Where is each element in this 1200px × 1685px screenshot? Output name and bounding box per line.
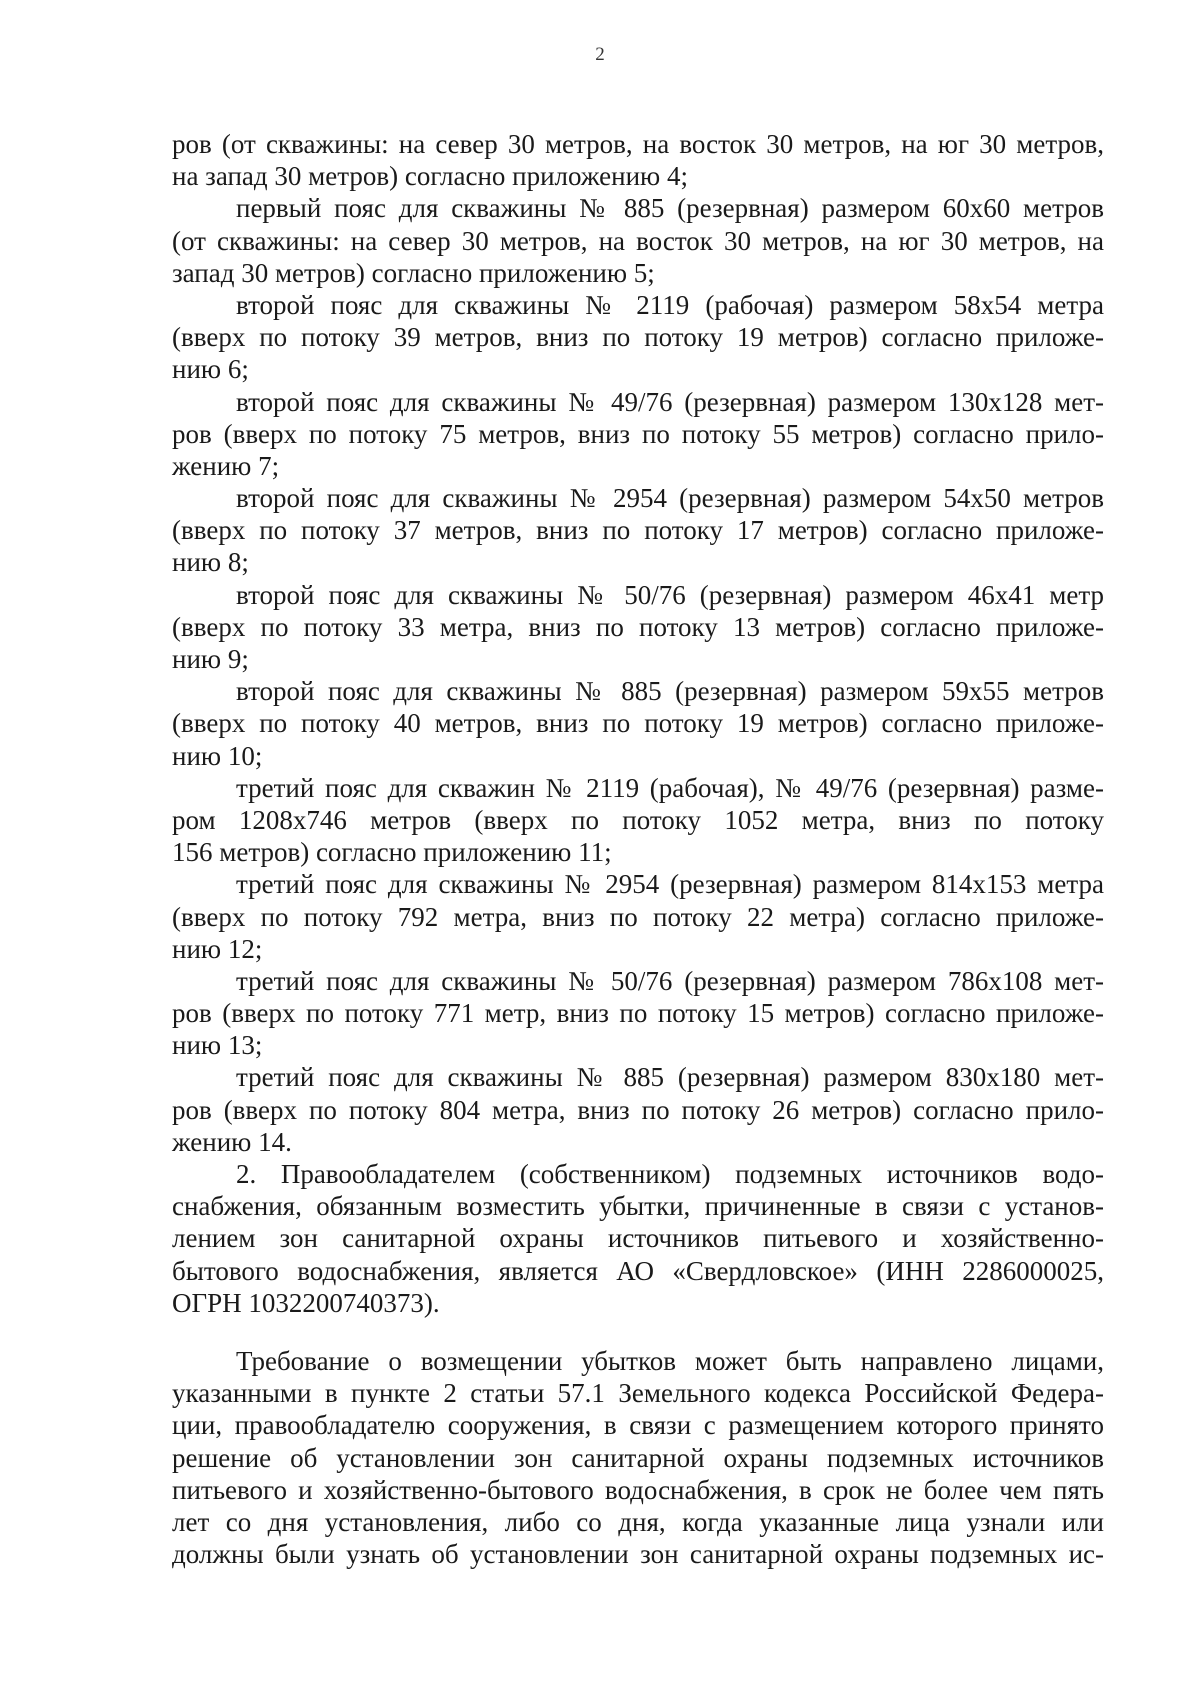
- text-line: третий пояс для скважины № 2954 (резервная) размером 814х153 метра: [236, 869, 1104, 900]
- text-line: третий пояс для скважин № 2119 (рабочая), № 49/76 (резервная) разме-: [236, 772, 1104, 803]
- text-line: 2. Правообладателем (собственником) подземных источников водо-: [236, 1159, 1104, 1189]
- text-line: должны были узнать об установлении зон санитарной охраны подземных ис-: [172, 1539, 1104, 1570]
- text-line: (вверх по потоку 37 метров, вниз по потоку 17 метров) согласно приложе-: [172, 515, 1104, 546]
- text-line: (вверх по потоку 39 метров, вниз по потоку 19 метров) согласно приложе-: [172, 322, 1104, 353]
- text-line: нию 12;: [172, 933, 263, 964]
- text-line: ров (вверх по потоку 75 метров, вниз по потоку 55 метров) согласно прило-: [172, 418, 1104, 449]
- text-line: нию 6;: [172, 354, 249, 385]
- text-line: первый пояс для скважины № 885 (резервная) размером 60х60 метров: [236, 193, 1104, 224]
- text-line: (вверх по потоку 40 метров, вниз по потоку 19 метров) согласно приложе-: [172, 708, 1104, 739]
- text-line: нию 8;: [172, 547, 249, 578]
- text-line: второй пояс для скважины № 49/76 (резервная) размером 130х128 мет-: [236, 386, 1104, 417]
- text-line: второй пояс для скважины № 50/76 (резервная) размером 46х41 метр: [236, 579, 1104, 610]
- text-line: снабжения, обязанным возместить убытки, причиненные в связи с установ-: [172, 1191, 1104, 1222]
- text-line: бытового водоснабжения, является АО «Свердловское» (ИНН 2286000025,: [172, 1255, 1104, 1286]
- text-line: нию 9;: [172, 644, 249, 674]
- text-line: ров (вверх по потоку 771 метр, вниз по потоку 15 метров) согласно приложе-: [172, 998, 1104, 1029]
- text-line: на запад 30 метров) согласно приложению 4;: [172, 161, 688, 192]
- text-line: ром 1208х746 метров (вверх по потоку 1052 метра, вниз по потоку: [172, 804, 1104, 835]
- text-line: (вверх по потоку 33 метра, вниз по потоку 13 метров) согласно приложе-: [172, 611, 1104, 642]
- text-line: жению 14.: [172, 1126, 292, 1157]
- text-line: 156 метров) согласно приложению 11;: [172, 837, 612, 868]
- document-body: [172, 128, 1104, 1570]
- text-line: решение об установлении зон санитарной охраны подземных источников: [172, 1442, 1104, 1473]
- text-line: третий пояс для скважины № 885 (резервная) размером 830х180 мет-: [236, 1062, 1104, 1093]
- text-line: нию 10;: [172, 740, 263, 771]
- text-line: ции, правообладателю сооружения, в связи с размещением которого принято: [172, 1410, 1104, 1441]
- paragraph-spacer: [172, 1319, 1104, 1345]
- text-line: ров (вверх по потоку 804 метра, вниз по потоку 26 метров) согласно прило-: [172, 1094, 1104, 1125]
- text-line: (вверх по потоку 792 метра, вниз по потоку 22 метра) согласно приложе-: [172, 901, 1104, 932]
- page-number: 2: [595, 44, 605, 65]
- text-line: указанными в пункте 2 статьи 57.1 Земельного кодекса Российской Федера-: [172, 1378, 1104, 1409]
- text-line: второй пояс для скважины № 2954 (резервная) размером 54х50 метров: [236, 483, 1104, 514]
- text-line: (от скважины: на север 30 метров, на восток 30 метров, на юг 30 метров, на: [172, 225, 1104, 256]
- text-line: второй пояс для скважины № 885 (резервная) размером 59х55 метров: [236, 676, 1104, 707]
- text-line: питьевого и хозяйственно-бытового водоснабжения, в срок не более чем пять: [172, 1474, 1104, 1505]
- text-line: жению 7;: [172, 450, 280, 481]
- text-line: лет со дня установления, либо со дня, когда указанные лица узнали или: [172, 1506, 1104, 1537]
- text-line: нию 13;: [172, 1030, 263, 1061]
- text-line: ров (от скважины: на север 30 метров, на восток 30 метров, на юг 30 метров,: [172, 129, 1104, 159]
- text-line: запад 30 метров) согласно приложению 5;: [172, 257, 655, 288]
- text-line: второй пояс для скважины № 2119 (рабочая) размером 58х54 метра: [236, 289, 1104, 320]
- text-line: Требование о возмещении убытков может быть направлено лицами,: [236, 1345, 1104, 1376]
- text-line: лением зон санитарной охраны источников питьевого и хозяйственно-: [172, 1223, 1104, 1254]
- text-line: ОГРН 1032200740373).: [172, 1287, 440, 1318]
- text-line: третий пояс для скважины № 50/76 (резервная) размером 786х108 мет-: [236, 965, 1104, 996]
